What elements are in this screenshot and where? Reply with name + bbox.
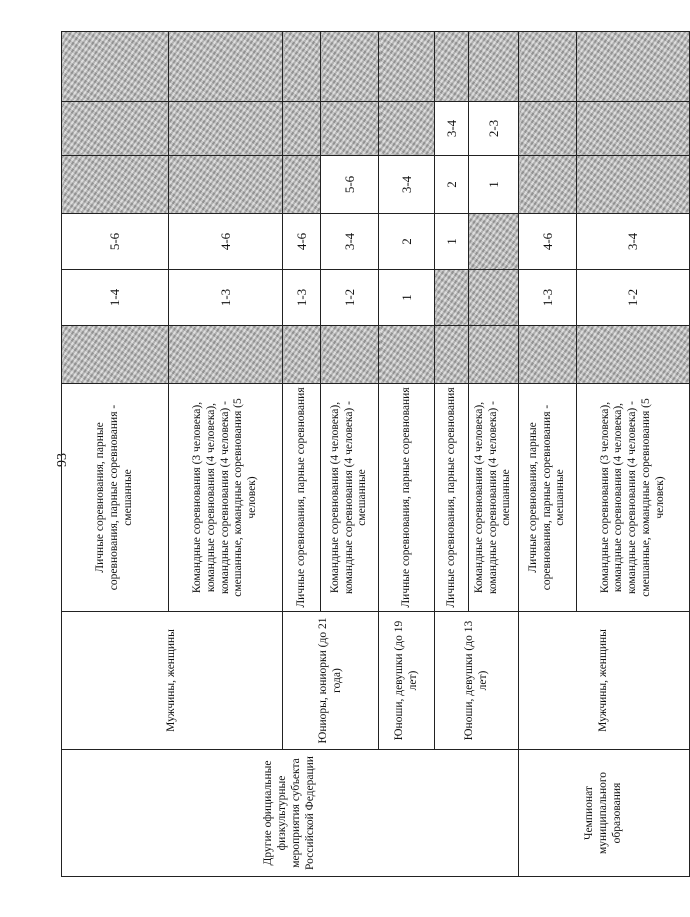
discipline-cell: Личные соревнования, парные соревнования, парные соревнования - смешанные (62, 384, 169, 612)
value-cell: 1 (379, 270, 435, 326)
rotated-table-container (61, 32, 666, 877)
gray-cell (577, 32, 690, 102)
gray-cell (469, 270, 519, 326)
category-cell: Мужчины, женщины (519, 612, 690, 750)
gray-cell (62, 102, 169, 156)
discipline-cell: Личные соревнования, парные соревнования (283, 384, 321, 612)
gray-cell (169, 156, 283, 214)
table-row (62, 32, 169, 877)
gray-cell (435, 32, 469, 102)
value-cell: 1 (435, 214, 469, 270)
value-cell: 2 (379, 214, 435, 270)
gray-cell (283, 156, 321, 214)
gray-cell (577, 156, 690, 214)
gray-cell (169, 32, 283, 102)
gray-cell (519, 326, 577, 384)
value-cell: 5-6 (62, 214, 169, 270)
discipline-cell: Командные соревнования (4 человека), командные соревнования (4 человека) - смешанные (469, 384, 519, 612)
discipline-cell: Командные соревнования (4 человека), командные соревнования (4 человека) - смешанные (321, 384, 379, 612)
value-cell: 3-4 (435, 102, 469, 156)
gray-cell (577, 102, 690, 156)
gray-cell (321, 102, 379, 156)
gray-cell (469, 32, 519, 102)
value-cell: 1 (469, 156, 519, 214)
value-cell: 1-3 (519, 270, 577, 326)
gray-cell (435, 270, 469, 326)
value-cell: 4-6 (169, 214, 283, 270)
gray-cell (283, 326, 321, 384)
event-cell: Чемпионат муниципального образования (519, 750, 690, 877)
gray-cell (169, 102, 283, 156)
ranking-table (61, 31, 690, 877)
gray-cell (519, 32, 577, 102)
value-cell: 2 (435, 156, 469, 214)
gray-cell (379, 102, 435, 156)
value-cell: 1-2 (321, 270, 379, 326)
gray-cell (169, 326, 283, 384)
gray-cell (62, 32, 169, 102)
value-cell: 4-6 (519, 214, 577, 270)
category-cell: Юноши, девушки (до 19 лет) (379, 612, 435, 750)
category-cell: Юниоры, юниорки (до 21 года) (283, 612, 379, 750)
gray-cell (379, 32, 435, 102)
gray-cell (519, 102, 577, 156)
gray-cell (283, 102, 321, 156)
value-cell: 3-4 (321, 214, 379, 270)
discipline-cell: Личные соревнования, парные соревнования (379, 384, 435, 612)
table-row (519, 32, 577, 877)
gray-cell (435, 326, 469, 384)
discipline-cell: Личные соревнования, парные соревнования, парные соревнования - смешанные (519, 384, 577, 612)
gray-cell (469, 326, 519, 384)
category-cell: Мужчины, женщины (62, 612, 283, 750)
gray-cell (469, 214, 519, 270)
value-cell: 1-3 (283, 270, 321, 326)
page-number: 93 (55, 453, 70, 467)
gray-cell (577, 326, 690, 384)
value-cell: 3-4 (577, 214, 690, 270)
value-cell: 4-6 (283, 214, 321, 270)
value-cell: 1-3 (169, 270, 283, 326)
value-cell: 1-2 (577, 270, 690, 326)
discipline-cell: Личные соревнования, парные соревнования (435, 384, 469, 612)
discipline-cell: Командные соревнования (3 человека), командные соревнования (4 человека), командные соревнования (4 человека) - смешанные, командные соревнования (5 человек) (169, 384, 283, 612)
gray-cell (519, 156, 577, 214)
gray-cell (283, 32, 321, 102)
value-cell: 5-6 (321, 156, 379, 214)
gray-cell (379, 326, 435, 384)
value-cell: 1-4 (62, 270, 169, 326)
value-cell: 3-4 (379, 156, 435, 214)
category-cell: Юноши, девушки (до 13 лет) (435, 612, 519, 750)
gray-cell (321, 326, 379, 384)
gray-cell (62, 326, 169, 384)
gray-cell (321, 32, 379, 102)
event-cell: Другие официальные физкультурные мероприятия субъекта Российской Федерации (62, 750, 519, 877)
gray-cell (62, 156, 169, 214)
value-cell: 2-3 (469, 102, 519, 156)
discipline-cell: Командные соревнования (3 человека), командные соревнования (4 человека), командные соревнования (4 человека) - смешанные, командные соревнования (5 человек) (577, 384, 690, 612)
